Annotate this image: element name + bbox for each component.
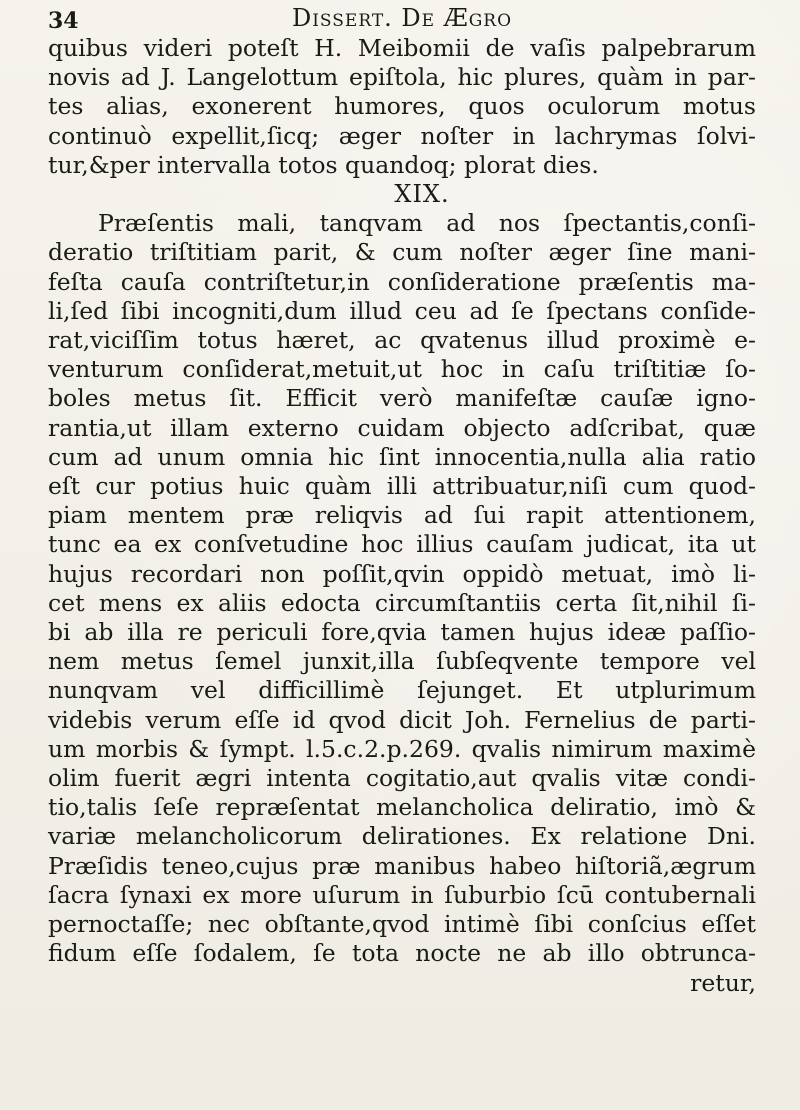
paragraph-1 <box>48 34 756 180</box>
text-line: venturum conſiderat,metuit,ut hoc in caſu triſtitiæ ſo- <box>48 355 756 384</box>
text-line: bi ab illa re periculi fore,qvia tamen hujus ideæ paſſio- <box>48 618 756 647</box>
text-line: videbis verum eſſe id qvod dicit Joh. Fernelius de parti- <box>48 705 756 734</box>
text-line: tur,&per intervalla totos quandoq; plorat dies. <box>48 150 599 179</box>
text-line: tunc ea ex conſvetudine hoc illius cauſam judicat, ita ut <box>48 530 756 559</box>
text-line: cum ad unum omnia hic ſint innocentia,nulla alia ratio <box>48 442 756 471</box>
text-line: piam mentem præ reliqvis ad ſui rapit attentionem, <box>48 501 756 530</box>
text-line: fidum eſſe ſodalem, ſe tota nocte ne ab illo obtrunca- <box>48 939 756 968</box>
text-line: hujus recordari non poſſit,qvin oppidò metuat, imò li- <box>48 559 756 588</box>
text-line: um morbis & ſympt. l.5.c.2.p.269. qvalis nimirum maximè <box>48 734 756 763</box>
page-number: 34 <box>48 8 79 34</box>
text-line: boles metus ſit. Efficit verò manifeſtæ cauſæ igno- <box>48 384 756 413</box>
text-line: Præſidis teneo,cujus præ manibus habeo hiſtoriã,ægrum <box>48 851 756 880</box>
text-line: deratio triſtitiam parit, & cum noſter æger ſine mani- <box>48 238 756 267</box>
text-line: pernoctaſſe; nec obſtante,qvod intimè ſibi conſcius eſſet <box>48 910 756 939</box>
text-line: cet mens ex aliis edocta circumſtantiis certa ſit,nihil ſi- <box>48 588 756 617</box>
text-line: eſt cur potius huic quàm illi attribuatur,niſi cum quod- <box>48 472 756 501</box>
text-line: ſacra ſynaxi ex more uſurum in ſuburbio ſcū contubernali <box>48 880 756 909</box>
paragraph-2 <box>48 209 756 997</box>
section-number: XIX. <box>394 180 450 209</box>
text-line: nem metus ſemel junxit,illa ſubſeqvente tempore vel <box>48 647 756 676</box>
text-line: variæ melancholicorum delirationes. Ex relatione Dni. <box>48 822 756 851</box>
text-line: continuò expellit,ſicq; æger noſter in lachrymas ſolvi- <box>48 121 756 150</box>
text-line: retur, <box>690 968 756 997</box>
text-line: Præſentis mali, tanqvam ad nos ſpectantis,conſi- <box>98 209 756 238</box>
body-text <box>48 34 756 998</box>
text-line: olim fuerit ægri intenta cogitatio,aut qvalis vitæ condi- <box>48 764 756 793</box>
text-line: novis ad J. Langelottum epiſtola, hic plures, quàm in par- <box>48 63 756 92</box>
text-line: rat,viciſſim totus hæret, ac qvatenus illud proximè e- <box>48 326 756 355</box>
text-line: feſta cauſa contriſtetur,in conſideratione præſentis ma- <box>48 267 756 296</box>
text-line: rantia,ut illam externo cuidam objecto adſcribat, quæ <box>48 413 756 442</box>
running-title: Dissert. De Ægro <box>291 4 513 32</box>
text-line: li,ſed ſibi incogniti,dum illud ceu ad ſe ſpectans conſide- <box>48 296 756 325</box>
text-line: tio,talis ſeſe repræſentat melancholica deliratio, imò & <box>48 793 756 822</box>
running-head <box>48 2 756 38</box>
text-line: quibus videri poteſt H. Meibomii de vaſis palpebrarum <box>48 34 756 62</box>
text-line: nunqvam vel difficillimè ſejunget. Et utplurimum <box>48 676 756 705</box>
text-line: tes alias, exonerent humores, quos oculorum motus <box>48 92 756 121</box>
